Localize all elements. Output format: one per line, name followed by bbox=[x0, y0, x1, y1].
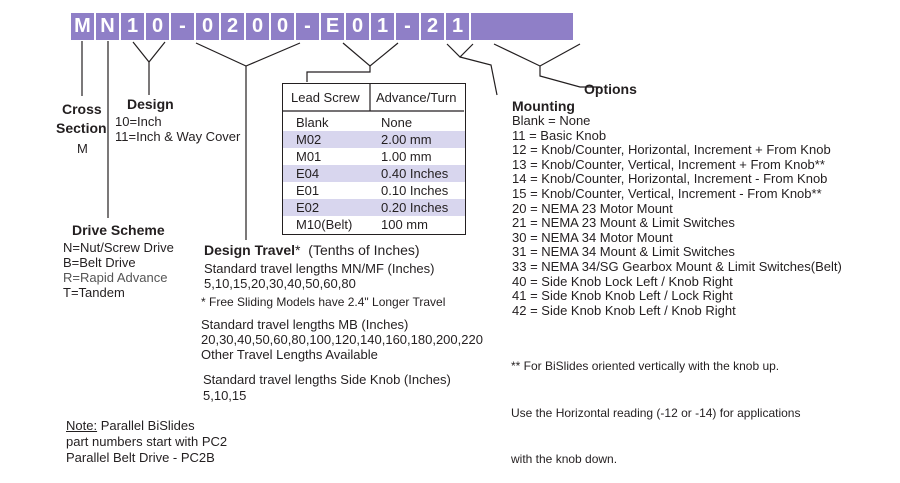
pn-char: - bbox=[396, 13, 419, 40]
pn-char: 0 bbox=[346, 13, 369, 40]
lead-advance: 0.20 Inches bbox=[381, 200, 449, 215]
pn-char: 2 bbox=[221, 13, 244, 40]
lead-screw-row bbox=[283, 165, 465, 182]
design-travel-asterisk: * bbox=[295, 242, 301, 258]
lead-advance: 100 mm bbox=[381, 217, 428, 232]
note-line-1 bbox=[66, 419, 195, 434]
lead-screw-row bbox=[283, 216, 465, 233]
mb-travel-title: Standard travel lengths MB (Inches) bbox=[201, 317, 409, 332]
footnote-line: ** For BiSlides oriented vertically with the knob up. bbox=[511, 359, 780, 373]
mounting-item: 20 = NEMA 23 Motor Mount bbox=[512, 200, 673, 216]
lead-screw-row bbox=[283, 114, 465, 131]
pn-char: 0 bbox=[271, 13, 294, 40]
pn-char: 2 bbox=[421, 13, 444, 40]
lead-code: M01 bbox=[296, 149, 322, 164]
mounting-item: 11 = Basic Knob bbox=[512, 127, 607, 143]
mounting-item: 42 = Side Knob Knob Left / Knob Right bbox=[512, 302, 736, 318]
cross-section-value: M bbox=[77, 141, 88, 156]
lead-code: Blank bbox=[296, 115, 329, 130]
mb-travel-other: Other Travel Lengths Available bbox=[201, 347, 378, 362]
note-line-3: Parallel Belt Drive - PC2B bbox=[66, 450, 215, 465]
mounting-footnote bbox=[511, 328, 800, 483]
lead-screw-row bbox=[283, 182, 465, 199]
design-travel-heading bbox=[204, 242, 420, 258]
design-option: 11=Inch & Way Cover bbox=[115, 129, 241, 144]
mounting-list bbox=[512, 114, 842, 318]
pn-char: - bbox=[171, 13, 194, 40]
mn-travel-title: Standard travel lengths MN/MF (Inches) bbox=[204, 261, 435, 276]
pn-char: 1 bbox=[371, 13, 394, 40]
lead-code: M10(Belt) bbox=[296, 217, 353, 232]
pn-char: 1 bbox=[446, 13, 469, 40]
design-travel-subtitle: (Tenths of Inches) bbox=[308, 242, 420, 258]
mounting-item: 33 = NEMA 34/SG Gearbox Mount & Limit Switches(Belt) bbox=[512, 258, 842, 274]
mounting-item: 40 = Side Knob Lock Left / Knob Right bbox=[512, 273, 733, 289]
mounting-item: 15 = Knob/Counter, Vertical, Increment - From Knob** bbox=[512, 185, 822, 201]
mounting-item: 21 = NEMA 23 Mount & Limit Switches bbox=[512, 215, 735, 231]
mounting-item: 31 = NEMA 34 Mount & Limit Switches bbox=[512, 244, 735, 260]
lead-code: E04 bbox=[296, 166, 320, 181]
pn-char: E bbox=[321, 13, 344, 40]
lead-advance: 2.00 mm bbox=[381, 132, 432, 147]
mb-travel-values: 20,30,40,50,60,80,100,120,140,160,180,200,220 bbox=[201, 332, 483, 347]
options-title: Options bbox=[584, 81, 637, 97]
mounting-item: 13 = Knob/Counter, Vertical, Increment + From Knob** bbox=[512, 156, 825, 172]
free-sliding-note: * Free Sliding Models have 2.4" Longer Travel bbox=[201, 295, 446, 309]
lead-screw-header: Lead Screw bbox=[291, 90, 360, 105]
lead-code: M02 bbox=[296, 132, 322, 147]
lead-screw-row bbox=[283, 199, 465, 216]
pn-char: N bbox=[96, 13, 119, 40]
drive-option: R=Rapid Advance bbox=[63, 270, 168, 285]
lead-code: E02 bbox=[296, 200, 320, 215]
pn-char: 1 bbox=[121, 13, 144, 40]
pn-char: - bbox=[296, 13, 319, 40]
lead-screw-row bbox=[283, 131, 465, 148]
design-title: Design bbox=[127, 96, 174, 112]
drive-scheme-title: Drive Scheme bbox=[72, 222, 165, 238]
advance-turn-header: Advance/Turn bbox=[376, 90, 457, 105]
drive-option: B=Belt Drive bbox=[63, 255, 136, 270]
lead-advance: 0.40 Inches bbox=[381, 166, 449, 181]
mounting-title: Mounting bbox=[512, 98, 575, 114]
drive-option: T=Tandem bbox=[63, 285, 125, 300]
mounting-item: 30 = NEMA 34 Motor Mount bbox=[512, 229, 673, 245]
design-option: 10=Inch bbox=[115, 114, 162, 129]
footnote-line: with the knob down. bbox=[511, 452, 618, 466]
lead-advance: 1.00 mm bbox=[381, 149, 432, 164]
sk-travel-title: Standard travel lengths Side Knob (Inches) bbox=[203, 372, 451, 387]
mounting-item: 14 = Knob/Counter, Horizontal, Increment - From Knob bbox=[512, 171, 828, 187]
footnote-line: Use the Horizontal reading (-12 or -14) for applications bbox=[511, 405, 801, 420]
drive-option: N=Nut/Screw Drive bbox=[63, 240, 174, 255]
lead-advance: None bbox=[381, 115, 413, 130]
mn-travel-values: 5,10,15,20,30,40,50,60,80 bbox=[204, 276, 356, 291]
design-travel-title: Design Travel bbox=[204, 242, 296, 258]
pn-char: 0 bbox=[196, 13, 219, 40]
lead-code: E01 bbox=[296, 183, 320, 198]
pn-char: 0 bbox=[146, 13, 169, 40]
mounting-item: 12 = Knob/Counter, Horizontal, Increment + From Knob bbox=[512, 142, 831, 158]
lead-advance: 0.10 Inches bbox=[381, 183, 449, 198]
note-label: Note: bbox=[66, 418, 98, 433]
mounting-item: 41 = Side Knob Knob Left / Lock Right bbox=[512, 288, 733, 304]
pn-char: M bbox=[71, 13, 94, 40]
pn-char: 0 bbox=[246, 13, 269, 40]
mounting-item: Blank = None bbox=[512, 113, 591, 128]
sk-travel-values: 5,10,15 bbox=[203, 388, 247, 403]
lead-screw-row bbox=[283, 148, 465, 165]
note-line-2: part numbers start with PC2 bbox=[66, 434, 228, 449]
lead-screw-table bbox=[282, 83, 466, 235]
cross-section-title: Cross bbox=[62, 101, 102, 117]
cross-section-title-2: Section bbox=[56, 120, 107, 136]
note-text: Parallel BiSlides bbox=[97, 418, 195, 433]
